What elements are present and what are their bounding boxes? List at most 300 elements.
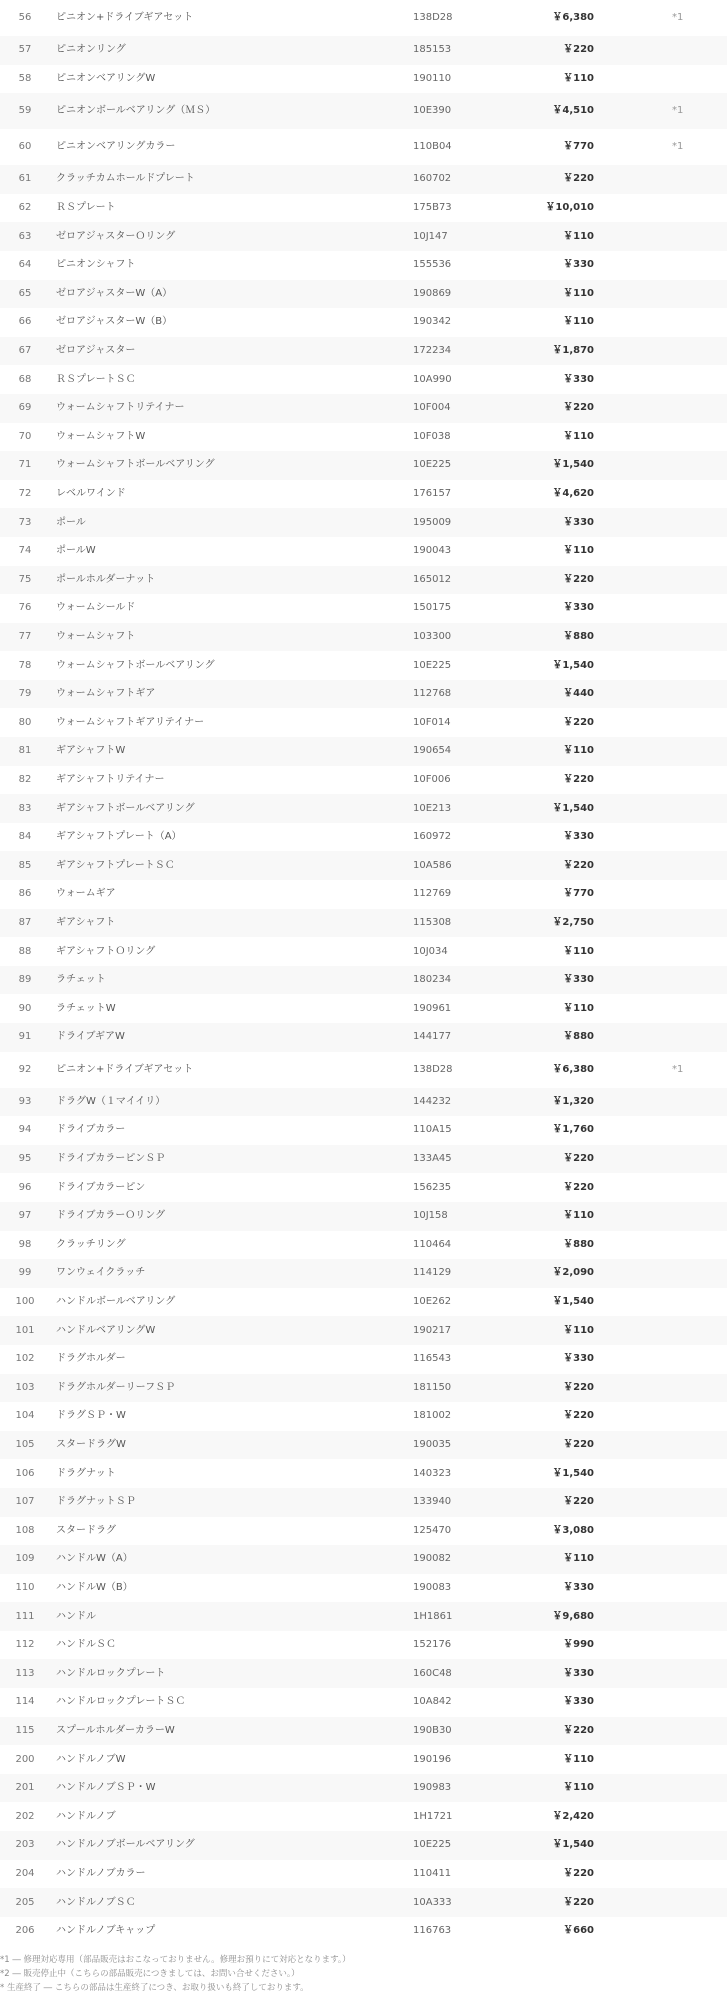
part-price: ￥110	[563, 545, 594, 557]
part-code: 176157	[413, 488, 452, 500]
part-number: 63	[18, 230, 32, 242]
table-row	[0, 1173, 727, 1202]
part-name: ハンドルノブＳＰ・W	[56, 1782, 156, 1794]
part-code: 190110	[413, 72, 452, 84]
table-row	[0, 129, 727, 165]
part-name: ドラグホルダーリーフＳＰ	[56, 1381, 176, 1393]
part-name: スタードラグW	[56, 1439, 126, 1451]
part-code: 160C48	[413, 1667, 452, 1679]
table-row	[0, 1717, 727, 1746]
table-row	[0, 851, 727, 880]
part-number: 70	[18, 430, 32, 442]
part-note: *1	[672, 141, 684, 153]
table-row	[0, 1574, 727, 1603]
part-price: ￥1,540	[552, 1839, 594, 1851]
part-price: ￥330	[563, 516, 594, 528]
part-code: 181002	[413, 1410, 452, 1422]
part-price: ￥2,750	[552, 916, 594, 928]
part-number: 64	[18, 259, 32, 271]
part-name: ウォームギア	[56, 888, 116, 900]
part-name: ドライブギアW	[56, 1031, 125, 1043]
table-row	[0, 1288, 727, 1317]
part-name: ドラグナット	[56, 1467, 116, 1479]
part-code: 190196	[413, 1753, 452, 1765]
part-code: 10J147	[413, 230, 448, 242]
part-code: 10A586	[413, 859, 452, 871]
table-row	[0, 1459, 727, 1488]
table-row	[0, 1602, 727, 1631]
part-code: 10F038	[413, 430, 451, 442]
table-row	[0, 1259, 727, 1288]
part-name: ギアシャフトリテイナー	[56, 773, 165, 785]
part-price: ￥110	[563, 1002, 594, 1014]
part-name: ハンドルノブＳＣ	[56, 1896, 136, 1908]
part-code: 115308	[413, 916, 452, 928]
part-number: 206	[15, 1925, 35, 1937]
part-price: ￥220	[563, 573, 594, 585]
part-code: 138D28	[413, 1063, 453, 1075]
part-price: ￥110	[563, 1782, 594, 1794]
part-price: ￥440	[563, 688, 594, 700]
table-row	[0, 1831, 727, 1860]
part-code: 10F014	[413, 716, 451, 728]
table-row	[0, 394, 727, 423]
part-name: ポールW	[56, 545, 96, 557]
part-price: ￥3,080	[552, 1524, 594, 1536]
table-row	[0, 1802, 727, 1831]
part-name: ギアシャフトW	[56, 745, 126, 757]
part-code: 110B04	[413, 141, 452, 153]
part-code: 133940	[413, 1496, 452, 1508]
part-number: 97	[18, 1210, 32, 1222]
part-price: ￥1,320	[552, 1095, 594, 1107]
part-name: ゼロアジャスター	[56, 345, 136, 357]
part-code: 110A15	[413, 1124, 452, 1136]
table-row	[0, 365, 727, 394]
part-price: ￥220	[563, 44, 594, 56]
table-row	[0, 222, 727, 251]
part-price: ￥220	[563, 773, 594, 785]
part-price: ￥220	[563, 716, 594, 728]
part-code: 155536	[413, 259, 452, 271]
part-price: ￥330	[563, 974, 594, 986]
part-number: 67	[18, 345, 32, 357]
table-row	[0, 423, 727, 452]
table-row	[0, 1488, 727, 1517]
part-code: 116543	[413, 1353, 452, 1365]
part-price: ￥110	[563, 1553, 594, 1565]
part-number: 201	[15, 1782, 35, 1794]
part-number: 73	[18, 516, 32, 528]
part-price: ￥110	[563, 1210, 594, 1222]
part-code: 140323	[413, 1467, 452, 1479]
part-name: ギアシャフト	[56, 916, 116, 928]
table-row	[0, 1517, 727, 1546]
part-number: 66	[18, 316, 32, 328]
part-price: ￥1,540	[552, 802, 594, 814]
table-row	[0, 1316, 727, 1345]
part-price: ￥330	[563, 1667, 594, 1679]
table-row	[0, 36, 727, 65]
table-row	[0, 1431, 727, 1460]
part-price: ￥330	[563, 259, 594, 271]
part-price: ￥220	[563, 1867, 594, 1879]
part-price: ￥1,540	[552, 659, 594, 671]
part-name: ワンウェイクラッチ	[56, 1267, 146, 1279]
table-row	[0, 1116, 727, 1145]
part-name: ドライブカラーピン	[56, 1181, 146, 1193]
part-code: 185153	[413, 44, 452, 56]
part-name: ハンドルノブ	[56, 1810, 116, 1822]
part-code: 180234	[413, 974, 452, 986]
part-price: ￥6,380	[552, 1063, 594, 1075]
part-name: ウォームシャフト	[56, 630, 136, 642]
part-code: 190983	[413, 1782, 452, 1794]
table-row	[0, 880, 727, 909]
footnotes	[0, 1953, 727, 1995]
table-row	[0, 1202, 727, 1231]
part-code: 10A842	[413, 1696, 452, 1708]
part-name: ハンドルＳＣ	[56, 1639, 116, 1651]
part-price: ￥880	[563, 1031, 594, 1043]
table-row	[0, 1917, 727, 1946]
part-name: ラチェットW	[56, 1002, 116, 1014]
table-row	[0, 1088, 727, 1117]
part-name: クラッチカムホールドプレート	[56, 173, 195, 185]
table-row	[0, 1023, 727, 1052]
part-number: 200	[15, 1753, 35, 1765]
table-row	[0, 451, 727, 480]
part-number: 71	[18, 459, 32, 471]
part-code: 10A990	[413, 373, 452, 385]
part-price: ￥660	[563, 1925, 594, 1937]
table-row	[0, 1374, 727, 1403]
part-code: 116763	[413, 1925, 452, 1937]
part-price: ￥1,540	[552, 1467, 594, 1479]
part-number: 81	[18, 745, 32, 757]
table-row	[0, 794, 727, 823]
part-number: 72	[18, 488, 32, 500]
part-code: 125470	[413, 1524, 452, 1536]
part-name: ドライブカラーピンＳＰ	[56, 1153, 166, 1165]
part-number: 101	[15, 1324, 35, 1336]
part-name: ドライブカラー	[56, 1124, 126, 1136]
part-code: 10F004	[413, 402, 451, 414]
part-code: 190082	[413, 1553, 452, 1565]
part-number: 60	[18, 141, 32, 153]
part-price: ￥220	[563, 1153, 594, 1165]
table-row	[0, 508, 727, 537]
part-number: 56	[18, 12, 32, 23]
part-price: ￥110	[563, 1753, 594, 1765]
table-row	[0, 737, 727, 766]
part-code: 10F006	[413, 773, 451, 785]
table-row	[0, 994, 727, 1023]
table-row	[0, 337, 727, 366]
table-row	[0, 1860, 727, 1889]
part-name: ハンドルノブキャップ	[56, 1925, 156, 1937]
part-code: 10E213	[413, 802, 452, 814]
part-number: 80	[18, 716, 32, 728]
part-number: 102	[15, 1353, 35, 1365]
part-number: 74	[18, 545, 32, 557]
part-number: 78	[18, 659, 32, 671]
part-name: ドラグW（１マイイリ）	[56, 1095, 166, 1107]
part-number: 111	[15, 1610, 35, 1622]
table-row	[0, 1231, 727, 1260]
part-code: 190217	[413, 1324, 452, 1336]
part-name: ウォームシールド	[56, 602, 136, 614]
part-number: 106	[15, 1467, 35, 1479]
part-price: ￥2,420	[552, 1810, 594, 1822]
part-number: 86	[18, 888, 32, 900]
part-number: 77	[18, 630, 32, 642]
part-code: 10E225	[413, 659, 452, 671]
part-number: 87	[18, 916, 32, 928]
part-price: ￥330	[563, 1581, 594, 1593]
table-row	[0, 65, 727, 94]
part-name: ギアシャフトプレートＳＣ	[56, 859, 175, 871]
part-number: 91	[18, 1031, 32, 1043]
part-name: ピニオン+ドライブギアセット	[56, 12, 194, 23]
part-number: 112	[15, 1639, 35, 1651]
part-number: 110	[15, 1581, 35, 1593]
part-price: ￥990	[563, 1639, 594, 1651]
part-price: ￥110	[563, 287, 594, 299]
part-number: 99	[18, 1267, 32, 1279]
part-price: ￥10,010	[545, 202, 594, 214]
part-number: 107	[15, 1496, 35, 1508]
part-number: 61	[18, 173, 32, 185]
table-row	[0, 0, 727, 36]
table-row	[0, 1052, 727, 1088]
part-code: 110464	[413, 1238, 452, 1250]
part-name: ポール	[56, 516, 86, 528]
part-price: ￥110	[563, 230, 594, 242]
part-name: ゼロアジャスターW（A）	[56, 287, 173, 299]
part-price: ￥110	[563, 316, 594, 328]
part-name: ピニオンベアリングW	[56, 72, 156, 84]
part-price: ￥330	[563, 373, 594, 385]
part-price: ￥220	[563, 173, 594, 185]
part-code: 175B73	[413, 202, 452, 214]
part-code: 190043	[413, 545, 452, 557]
part-code: 190961	[413, 1002, 452, 1014]
part-price: ￥220	[563, 859, 594, 871]
part-number: 204	[15, 1867, 35, 1879]
part-price: ￥110	[563, 72, 594, 84]
part-number: 82	[18, 773, 32, 785]
part-name: ドライブカラーＯリング	[56, 1210, 166, 1222]
part-name: ドラグナットＳＰ	[56, 1496, 136, 1508]
part-name: ハンドルW（B）	[56, 1581, 133, 1593]
part-number: 95	[18, 1153, 32, 1165]
part-price: ￥1,540	[552, 459, 594, 471]
part-number: 59	[18, 105, 32, 117]
part-name: クラッチリング	[56, 1238, 126, 1250]
part-number: 202	[15, 1810, 35, 1822]
table-row	[0, 1631, 727, 1660]
part-number: 205	[15, 1896, 35, 1908]
part-price: ￥220	[563, 402, 594, 414]
part-code: 165012	[413, 573, 452, 585]
table-row	[0, 823, 727, 852]
part-name: ピニオンリング	[56, 44, 126, 56]
part-code: 138D28	[413, 12, 453, 23]
part-name: ウォームシャフトボールベアリング	[56, 459, 215, 471]
part-name: ハンドルノブボールベアリング	[56, 1839, 195, 1851]
part-price: ￥330	[563, 1696, 594, 1708]
part-code: 10E225	[413, 1839, 452, 1851]
part-name: ピニオンシャフト	[56, 259, 136, 271]
part-number: 104	[15, 1410, 35, 1422]
part-code: 1H1721	[413, 1810, 453, 1822]
part-name: ハンドルノブカラー	[56, 1867, 146, 1879]
part-price: ￥110	[563, 1324, 594, 1336]
part-name: ゼロアジャスターＯリング	[56, 230, 176, 242]
table-row	[0, 308, 727, 337]
part-name: ハンドル	[56, 1610, 96, 1622]
part-price: ￥330	[563, 831, 594, 843]
part-price: ￥220	[563, 1439, 594, 1451]
part-code: 1H1861	[413, 1610, 453, 1622]
part-code: 181150	[413, 1381, 452, 1393]
part-name: ハンドルロックプレート	[56, 1667, 166, 1679]
part-price: ￥1,540	[552, 1296, 594, 1308]
part-number: 92	[18, 1063, 32, 1075]
part-number: 115	[15, 1724, 35, 1736]
part-number: 113	[15, 1667, 35, 1679]
part-code: 133A45	[413, 1153, 452, 1165]
part-name: ドラグホルダー	[56, 1353, 126, 1365]
part-code: 10E262	[413, 1296, 452, 1308]
part-name: ポールホルダーナット	[56, 573, 156, 585]
table-row	[0, 93, 727, 129]
part-name: ゼロアジャスターW（B）	[56, 316, 173, 328]
part-code: 10J158	[413, 1210, 448, 1222]
part-number: 94	[18, 1124, 32, 1136]
part-code: 190B30	[413, 1724, 452, 1736]
table-row	[0, 251, 727, 280]
table-row	[0, 1688, 727, 1717]
table-row	[0, 623, 727, 652]
part-code: 103300	[413, 630, 452, 642]
part-name: ギアシャフトプレート（A）	[56, 831, 182, 843]
part-price: ￥110	[563, 745, 594, 757]
part-number: 65	[18, 287, 32, 299]
table-row	[0, 165, 727, 194]
part-price: ￥770	[563, 141, 594, 153]
part-name: ピニオン+ドライブギアセット	[56, 1063, 194, 1075]
part-price: ￥9,680	[552, 1610, 594, 1622]
part-name: ラチェット	[56, 974, 106, 986]
part-code: 112768	[413, 688, 452, 700]
footnote-repair-only: *1 ― 修理対応専用（部品販売はおこなっておりません。修理お預りにて対応となります。）	[0, 1955, 351, 1965]
part-note: *1	[672, 1063, 684, 1075]
part-number: 85	[18, 859, 32, 871]
part-number: 100	[15, 1296, 35, 1308]
table-row	[0, 680, 727, 709]
table-row	[0, 280, 727, 309]
table-row	[0, 1345, 727, 1374]
table-row	[0, 1545, 727, 1574]
part-code: 10A333	[413, 1896, 452, 1908]
part-price: ￥770	[563, 888, 594, 900]
part-number: 98	[18, 1238, 32, 1250]
part-number: 75	[18, 573, 32, 585]
table-row	[0, 1402, 727, 1431]
part-code: 190342	[413, 316, 452, 328]
part-name: ハンドルベアリングW	[56, 1324, 156, 1336]
table-row	[0, 937, 727, 966]
table-row	[0, 708, 727, 737]
part-code: 144177	[413, 1031, 452, 1043]
part-code: 110411	[413, 1867, 452, 1879]
part-number: 93	[18, 1095, 32, 1107]
part-code: 156235	[413, 1181, 452, 1193]
table-row	[0, 651, 727, 680]
part-number: 90	[18, 1002, 32, 1014]
part-name: ピニオンボールベアリング（ＭＳ）	[56, 105, 216, 117]
table-row	[0, 1659, 727, 1688]
part-code: 112769	[413, 888, 452, 900]
part-number: 79	[18, 688, 32, 700]
part-name: ウォームシャフトボールベアリング	[56, 659, 215, 671]
part-number: 57	[18, 44, 32, 56]
part-name: ハンドルノブW	[56, 1753, 126, 1765]
part-name: ギアシャフトＯリング	[56, 945, 156, 957]
part-name: スプールホルダーカラーW	[56, 1724, 175, 1736]
part-number: 88	[18, 945, 32, 957]
part-number: 108	[15, 1524, 35, 1536]
part-code: 190654	[413, 745, 452, 757]
part-price: ￥220	[563, 1724, 594, 1736]
part-name: ドラグＳＰ・W	[56, 1410, 126, 1422]
part-price: ￥6,380	[552, 12, 594, 23]
part-number: 114	[15, 1696, 35, 1708]
part-number: 68	[18, 373, 32, 385]
part-number: 203	[15, 1839, 35, 1851]
part-price: ￥330	[563, 602, 594, 614]
part-number: 83	[18, 802, 32, 814]
part-code: 160702	[413, 173, 452, 185]
part-code: 144232	[413, 1095, 452, 1107]
part-price: ￥220	[563, 1410, 594, 1422]
part-price: ￥220	[563, 1381, 594, 1393]
part-code: 160972	[413, 831, 452, 843]
table-row	[0, 1774, 727, 1803]
part-name: ウォームシャフトW	[56, 430, 146, 442]
part-name: ギアシャフトボールベアリング	[56, 802, 195, 814]
part-price: ￥330	[563, 1353, 594, 1365]
part-price: ￥2,090	[552, 1267, 594, 1279]
part-price: ￥220	[563, 1896, 594, 1908]
part-number: 109	[15, 1553, 35, 1565]
part-name: ピニオンベアリングカラー	[56, 141, 176, 153]
part-number: 105	[15, 1439, 35, 1451]
table-row	[0, 966, 727, 995]
part-code: 190083	[413, 1581, 452, 1593]
part-price: ￥4,510	[552, 105, 594, 117]
part-code: 10E390	[413, 105, 452, 117]
part-name: ハンドルW（A）	[56, 1553, 133, 1565]
table-row	[0, 766, 727, 795]
part-price: ￥110	[563, 945, 594, 957]
part-number: 76	[18, 602, 32, 614]
part-number: 103	[15, 1381, 35, 1393]
part-price: ￥220	[563, 1496, 594, 1508]
part-code: 172234	[413, 345, 452, 357]
